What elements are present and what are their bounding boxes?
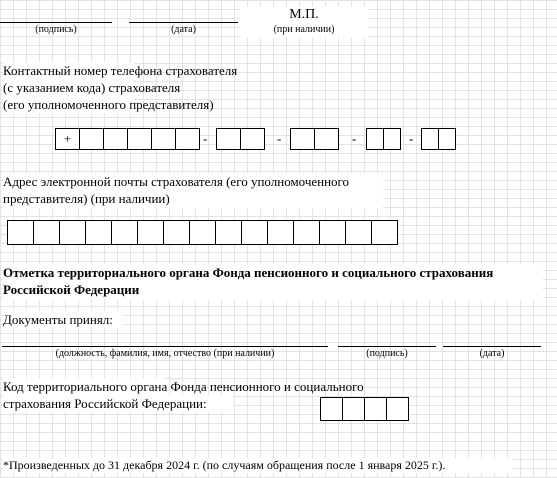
fund-mark-heading-line2: Российской Федерации <box>3 282 140 297</box>
email-cell[interactable] <box>33 220 60 245</box>
phone-label-line1: Контактный номер телефона страхователя <box>3 63 238 78</box>
email-cell[interactable] <box>59 220 86 245</box>
email-cell[interactable] <box>7 220 34 245</box>
phone-separator: - <box>203 131 208 146</box>
email-cell[interactable] <box>267 220 294 245</box>
phone-separator: - <box>409 131 414 146</box>
phone-cell[interactable] <box>240 128 265 150</box>
phone-label-line3: (его уполномоченного представителя) <box>3 97 214 112</box>
phone-label-line2: (с указанием кода) страхователя <box>3 80 181 95</box>
fund-code-cell[interactable] <box>386 397 409 421</box>
email-cell[interactable] <box>189 220 216 245</box>
phone-plus-cell: + <box>55 128 80 150</box>
position-name-line[interactable] <box>2 346 328 347</box>
stamp-label: М.П. <box>289 7 319 22</box>
phone-number-cells-b[interactable] <box>366 128 401 150</box>
phone-cell[interactable] <box>438 128 456 150</box>
email-cell[interactable] <box>215 220 242 245</box>
fund-code-cell[interactable] <box>364 397 387 421</box>
fund-mark-heading <box>3 264 543 300</box>
phone-cell[interactable] <box>103 128 128 150</box>
email-label-line2: представителя) (при наличии) <box>3 191 170 206</box>
email-cell[interactable] <box>371 220 398 245</box>
email-cell[interactable] <box>163 220 190 245</box>
footnote: *Произведенных до 31 декабря 2024 г. (по случаям обращения после 1 января 2025 г.). <box>3 458 513 473</box>
phone-cell[interactable] <box>421 128 439 150</box>
phone-separator: - <box>352 131 357 146</box>
phone-cell[interactable] <box>314 128 339 150</box>
fund-code-label-line2: страхования Российской Федерации: <box>3 395 233 412</box>
phone-cell[interactable] <box>290 128 315 150</box>
email-cell[interactable] <box>319 220 346 245</box>
signature-caption: (подпись) <box>35 24 77 35</box>
stamp-caption: (при наличии) <box>273 24 335 35</box>
phone-number-cells-a[interactable] <box>290 128 339 150</box>
email-cell[interactable] <box>137 220 164 245</box>
phone-cell[interactable] <box>383 128 401 150</box>
phone-cell[interactable] <box>127 128 152 150</box>
fund-date-caption: (дата) <box>479 348 505 359</box>
phone-cell[interactable] <box>366 128 384 150</box>
fund-code-label-line1: Код территориального органа Фонда пенсионного и социального <box>3 379 364 394</box>
fund-code-cells[interactable] <box>320 397 409 421</box>
fund-date-line[interactable] <box>443 346 541 347</box>
date-line <box>129 22 238 23</box>
email-cell[interactable] <box>293 220 320 245</box>
email-label <box>3 173 383 209</box>
signature-line <box>0 22 112 23</box>
email-cells[interactable] <box>7 220 398 245</box>
fund-signature-line[interactable] <box>338 346 436 347</box>
fund-code-cell[interactable] <box>320 397 343 421</box>
phone-country-cells[interactable] <box>55 128 200 150</box>
phone-code-cells[interactable] <box>216 128 265 150</box>
phone-separator: - <box>277 131 282 146</box>
phone-number-cells-c[interactable] <box>421 128 456 150</box>
phone-cell[interactable] <box>151 128 176 150</box>
phone-cell[interactable] <box>79 128 104 150</box>
email-label-line1: Адрес электронной почты страхователя (его уполномоченного <box>3 174 350 189</box>
phone-cell[interactable] <box>216 128 241 150</box>
fund-mark-heading-line1: Отметка территориального органа Фонда пенсионного и социального страхования <box>3 265 494 280</box>
email-cell[interactable] <box>111 220 138 245</box>
position-name-caption: (должность, фамилия, имя, отчество (при наличии) <box>55 348 275 359</box>
phone-label <box>3 62 238 114</box>
date-caption: (дата) <box>171 24 196 35</box>
email-cell[interactable] <box>241 220 268 245</box>
fund-signature-caption: (подпись) <box>366 348 408 359</box>
email-cell[interactable] <box>345 220 372 245</box>
fund-code-cell[interactable] <box>342 397 365 421</box>
phone-cell[interactable] <box>175 128 200 150</box>
docs-accepted-label: Документы принял: <box>3 311 123 328</box>
email-cell[interactable] <box>85 220 112 245</box>
